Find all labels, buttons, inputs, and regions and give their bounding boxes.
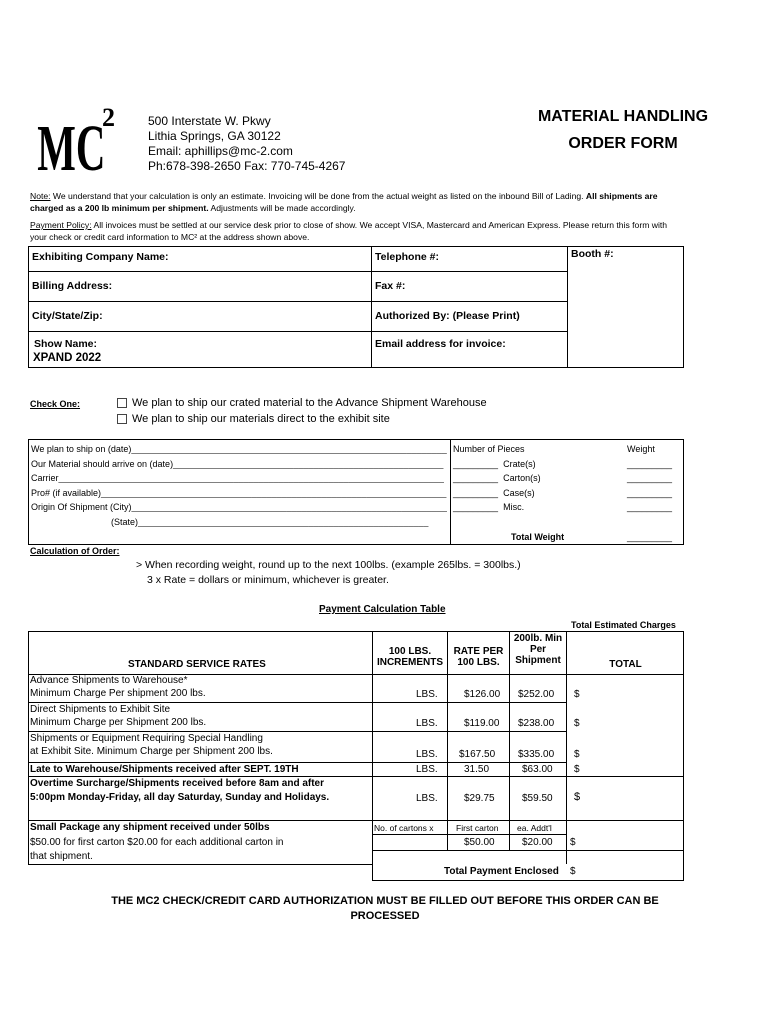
row-overtime-rate: $29.75 <box>464 793 495 804</box>
carrier-field[interactable]: Carrier_____________________________________________________________________________ <box>31 473 444 483</box>
row-direct-total-field[interactable]: $ <box>574 718 580 729</box>
row-overtime-lbs-field[interactable]: LBS. <box>416 793 438 804</box>
calculation-label: Calculation of Order: <box>30 546 120 556</box>
calculation-rule-2: 3 x Rate = dollars or minimum, whichever is greater. <box>147 574 389 586</box>
total-weight-field[interactable]: _________ <box>627 532 673 542</box>
row-overtime-min: $59.50 <box>522 793 553 804</box>
svg-text:2: 2 <box>102 103 115 132</box>
origin-state-field[interactable]: (State)__________________________________________________________ <box>111 517 429 527</box>
first-carton-price: $50.00 <box>464 837 495 848</box>
row-late-rate: 31.50 <box>464 764 490 775</box>
telephone-field[interactable]: Telephone #: <box>375 251 439 263</box>
row-direct-min: $238.00 <box>518 718 555 729</box>
crate-weight-field[interactable]: _________ <box>627 459 673 469</box>
company-address <box>148 114 345 174</box>
case-weight-field[interactable]: _________ <box>627 488 673 498</box>
address-line-2: Lithia Springs, GA 30122 <box>148 129 281 143</box>
check-one-label: Check One: <box>30 399 81 409</box>
first-carton-label: First carton <box>456 823 499 833</box>
total-payment-field[interactable]: $ <box>570 866 576 877</box>
misc-count-field[interactable]: _________ Misc. <box>453 502 525 512</box>
row-special-desc2: at Exhibit Site. Minimum Charge per Shipment 200 lbs. <box>30 746 273 757</box>
form-title: MATERIAL HANDLING ORDER FORM <box>537 108 709 152</box>
small-package-total-field[interactable]: $ <box>570 837 576 848</box>
row-advance-desc2: Minimum Charge Per shipment 200 lbs. <box>30 688 206 699</box>
billing-address-field[interactable]: Billing Address: <box>32 280 113 292</box>
header-total: TOTAL <box>609 659 642 670</box>
authorized-by-field[interactable]: Authorized By: (Please Print) <box>375 310 520 322</box>
pro-number-field[interactable]: Pro# (if available)_____________________________________________________________________ <box>31 488 447 498</box>
shipping-details-box <box>28 439 684 545</box>
crate-count-field[interactable]: _________ Crate(s) <box>453 459 536 469</box>
exhibit-site-checkbox[interactable] <box>117 414 127 424</box>
row-advance-rate: $126.00 <box>464 689 501 700</box>
row-advance-min: $252.00 <box>518 689 555 700</box>
show-name-label: Show Name: <box>34 338 98 350</box>
row-overtime-desc2: 5:00pm Monday-Friday, all day Saturday, Sunday and Holidays. <box>30 792 330 803</box>
company-logo <box>36 100 120 178</box>
additional-carton-label: ea. Addt'l <box>517 823 552 833</box>
row-direct-rate: $119.00 <box>464 718 500 729</box>
small-package-line2: that shipment. <box>30 851 93 862</box>
ship-to-warehouse-option[interactable]: We plan to ship our crated material to the Advance Shipment Warehouse <box>117 397 487 409</box>
svg-text:MC: MC <box>37 111 106 178</box>
row-special-desc1: Shipments or Equipment Requiring Special Handling <box>30 733 263 744</box>
booth-field[interactable]: Booth #: <box>571 248 614 260</box>
case-count-field[interactable]: _________ Case(s) <box>453 488 535 498</box>
row-advance-lbs-field[interactable]: LBS. <box>416 689 438 700</box>
small-package-line1: $50.00 for first carton $20.00 for each additional carton in <box>30 837 284 848</box>
row-late-desc: Late to Warehouse/Shipments received after SEPT. 19TH <box>30 764 299 775</box>
address-email: Email: aphillips@mc-2.com <box>148 144 293 158</box>
note-paragraph: Note: We understand that your calculation is only an estimate. Invoicing will be done from the actual weight as listed on the inbound Bill of Lading. All shipments are charged as a 200 lb minimum per shipment. Adjustments will be made accordingly. <box>30 191 658 213</box>
row-overtime-desc1: Overtime Surcharge/Shipments received before 8am and after <box>30 778 324 789</box>
total-payment-label: Total Payment Enclosed <box>444 866 559 877</box>
row-advance-desc1: Advance Shipments to Warehouse* <box>30 675 188 686</box>
row-special-min: $335.00 <box>518 749 555 760</box>
payment-calculation-table <box>28 631 684 881</box>
cartons-label: No. of cartons x <box>374 823 434 833</box>
address-line-1: 500 Interstate W. Pkwy <box>148 114 271 128</box>
header-minimum: 200lb. Min Per Shipment <box>513 633 563 666</box>
origin-city-field[interactable]: Origin Of Shipment (City)_______________________________________________________________ <box>31 502 447 512</box>
warehouse-checkbox[interactable] <box>117 398 127 408</box>
payment-table-title: Payment Calculation Table <box>319 604 446 615</box>
header-service-rates: STANDARD SERVICE RATES <box>128 659 266 670</box>
carton-weight-field[interactable]: _________ <box>627 473 673 483</box>
row-direct-desc2: Minimum Charge per Shipment 200 lbs. <box>30 717 207 728</box>
row-advance-total-field[interactable]: $ <box>574 689 580 700</box>
small-package-title: Small Package any shipment received under 50lbs <box>30 822 270 833</box>
calculation-rule-1: > When recording weight, round up to the next 100lbs. (example 265lbs. = 300lbs.) <box>136 559 521 571</box>
total-estimated-label: Total Estimated Charges <box>571 620 676 630</box>
row-special-lbs-field[interactable]: LBS. <box>416 749 438 760</box>
weight-header: Weight <box>627 444 655 454</box>
header-increments: 100 LBS. INCREMENTS <box>376 646 444 668</box>
misc-weight-field[interactable]: _________ <box>627 502 673 512</box>
authorization-notice: THE MC2 CHECK/CREDIT CARD AUTHORIZATION MUST BE FILLED OUT BEFORE THIS ORDER CAN BE PROCESSED <box>111 895 659 922</box>
row-direct-lbs-field[interactable]: LBS. <box>416 718 438 729</box>
total-weight-label: Total Weight <box>511 532 565 542</box>
payment-policy-paragraph: Payment Policy: All invoices must be settled at our service desk prior to close of show. We accept VISA, Mastercard and American Express. Please return this form with your check or credit card information to MC² at the address shown above. <box>30 220 668 242</box>
row-direct-desc1: Direct Shipments to Exhibit Site <box>30 704 171 715</box>
ship-date-field[interactable]: We plan to ship on (date)_______________________________________________________________ <box>31 444 447 454</box>
pieces-header: Number of Pieces <box>453 444 525 454</box>
fax-field[interactable]: Fax #: <box>375 280 406 292</box>
row-late-min: $63.00 <box>522 764 553 775</box>
ship-to-exhibit-option[interactable]: We plan to ship our materials direct to the exhibit site <box>117 413 390 425</box>
row-special-total-field[interactable]: $ <box>574 749 580 760</box>
invoice-email-field[interactable]: Email address for invoice: <box>375 338 506 350</box>
row-overtime-total-field[interactable]: $ <box>574 791 581 803</box>
arrive-date-field[interactable]: Our Material should arrive on (date)______________________________________________________ <box>31 459 444 469</box>
address-phone: Ph:678-398-2650 Fax: 770-745-4267 <box>148 159 346 173</box>
header-rate: RATE PER 100 LBS. <box>453 646 504 668</box>
additional-carton-price: $20.00 <box>522 837 553 848</box>
company-name-field[interactable]: Exhibiting Company Name: <box>32 251 169 263</box>
row-late-lbs-field[interactable]: LBS. <box>416 764 438 775</box>
carton-count-field[interactable]: _________ Carton(s) <box>453 473 541 483</box>
city-state-zip-field[interactable]: City/State/Zip: <box>32 310 103 322</box>
exhibitor-info-grid <box>28 246 684 368</box>
row-special-rate: $167.50 <box>459 749 496 760</box>
row-late-total-field[interactable]: $ <box>574 764 580 775</box>
show-name-value: XPAND 2022 <box>33 352 102 364</box>
